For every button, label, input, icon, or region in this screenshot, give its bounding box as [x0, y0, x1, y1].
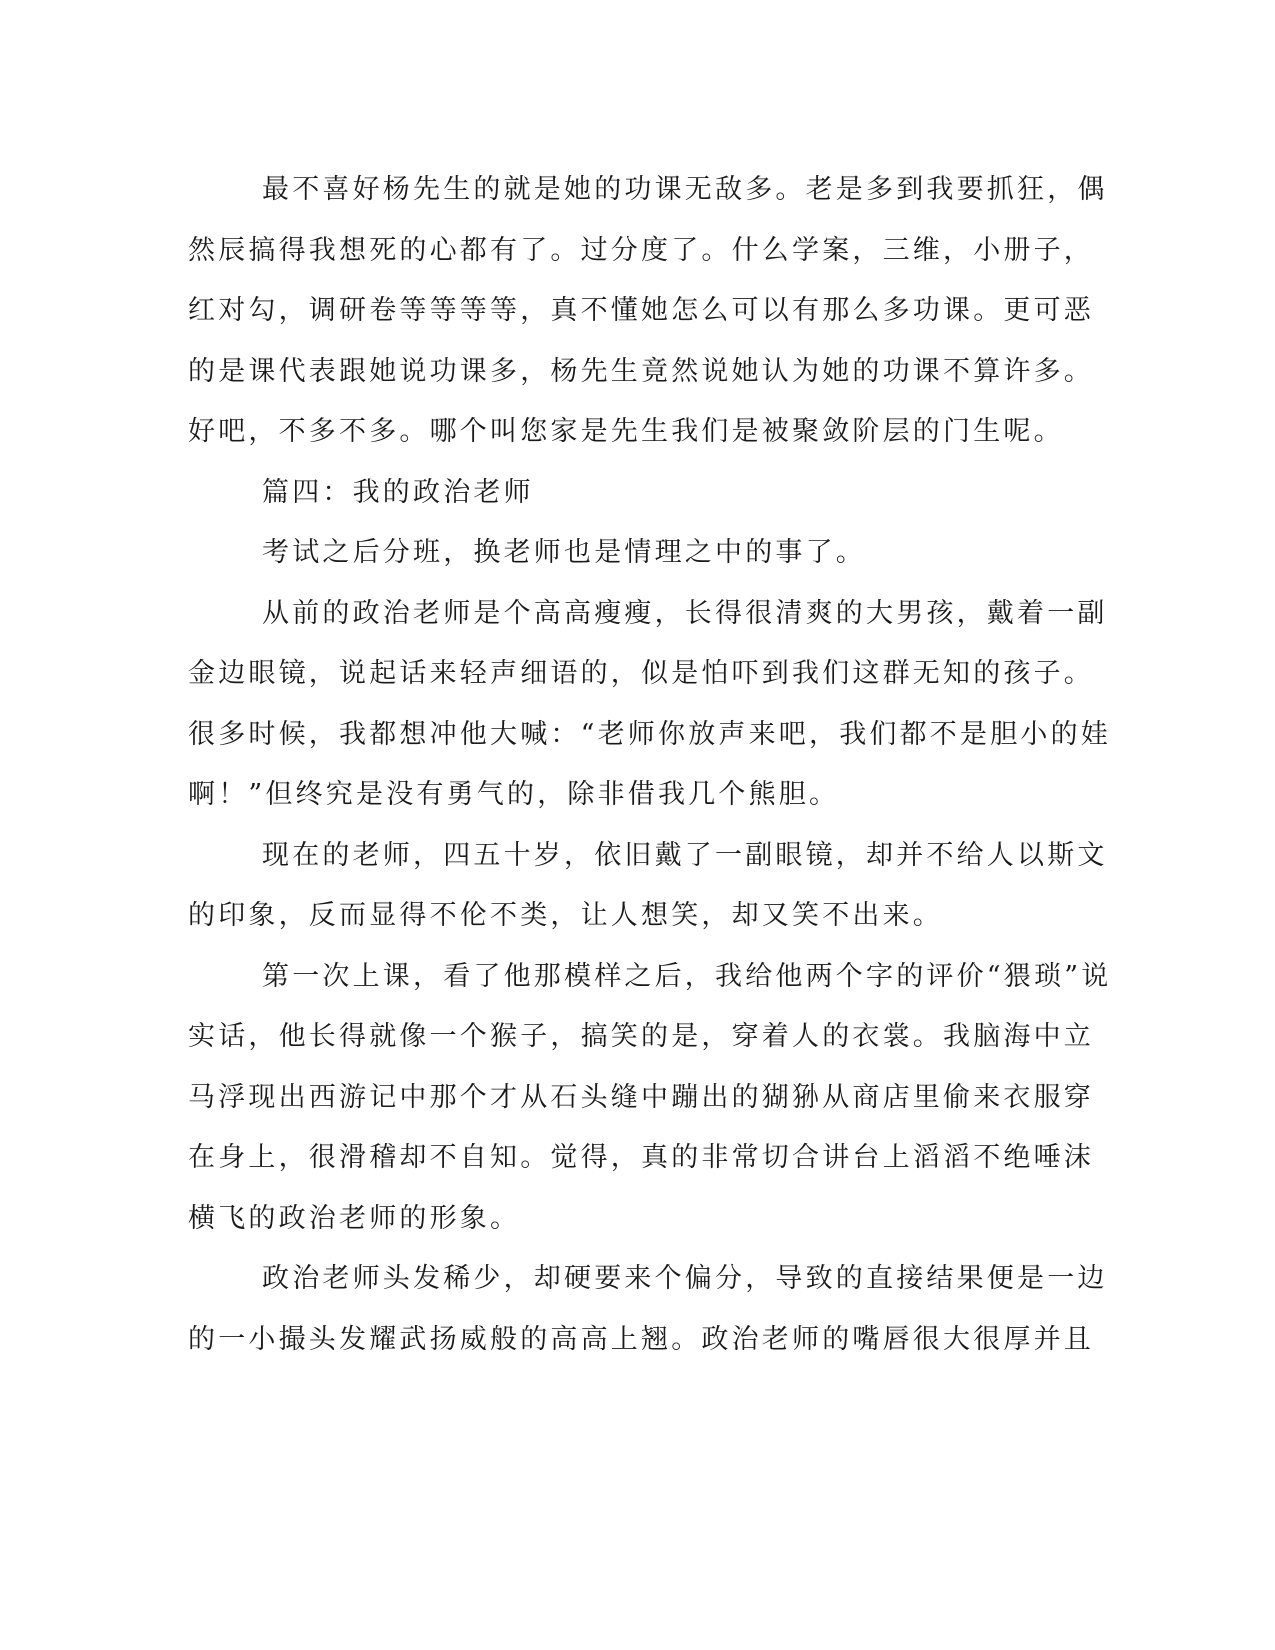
text-line: 横飞的政治老师的形象。 — [188, 1202, 521, 1234]
text-line: 的印象，反而显得不伦不类，让人想笑，却又笑不出来。 — [188, 900, 943, 931]
section-heading: 篇四：我的政治老师 — [262, 476, 534, 508]
text-line: 金边眼镜，说起话来轻声细语的，似是怕吓到我们这群无知的孩子。 — [188, 658, 1094, 689]
text-line: 啊！”但终究是没有勇气的，除非借我几个熊胆。 — [188, 779, 840, 810]
text-line: 现在的老师，四五十岁，依旧戴了一副眼镜，却并不给人以斯文 — [262, 839, 1108, 871]
text-line: 好吧，不多不多。哪个叫您家是先生我们是被聚敛阶层的门生呢。 — [188, 416, 1064, 447]
text-line: 马浮现出西游记中那个才从石头缝中蹦出的猢狲从商店里偷来衣服穿 — [188, 1081, 1094, 1113]
text-line: 红对勾，调研卷等等等等，真不懂她怎么可以有那么多功课。更可恶 — [188, 295, 1094, 326]
text-line: 政治老师头发稀少，却硬要来个偏分，导致的直接结果便是一边 — [262, 1263, 1108, 1294]
text-line: 的是课代表跟她说功课多，杨先生竟然说她认为她的功课不算许多。 — [188, 355, 1094, 387]
text-line: 在身上，很滑稽却不自知。觉得，真的非常切合讲台上滔滔不绝唾沫 — [188, 1142, 1094, 1173]
text-line: 考试之后分班，换老师也是情理之中的事了。 — [262, 537, 866, 568]
text-line: 最不喜好杨先生的就是她的功课无敌多。老是多到我要抓狂，偶 — [262, 174, 1108, 205]
text-line: 从前的政治老师是个高高瘦瘦，长得很清爽的大男孩，戴着一副 — [262, 597, 1108, 629]
text-line: 的一小撮头发耀武扬威般的高高上翘。政治老师的嘴唇很大很厚并且 — [188, 1323, 1094, 1355]
text-line: 第一次上课，看了他那模样之后，我给他两个字的评价“猥琐”说 — [262, 960, 1112, 992]
text-line: 实话，他长得就像一个猴子，搞笑的是，穿着人的衣裳。我脑海中立 — [188, 1021, 1094, 1052]
text-line: 然辰搞得我想死的心都有了。过分度了。什么学案，三维，小册子， — [188, 234, 1094, 266]
text-line: 很多时候，我都想冲他大喊：“老师你放声来吧，我们都不是胆小的娃 — [188, 718, 1112, 750]
document-body — [188, 160, 1112, 1370]
